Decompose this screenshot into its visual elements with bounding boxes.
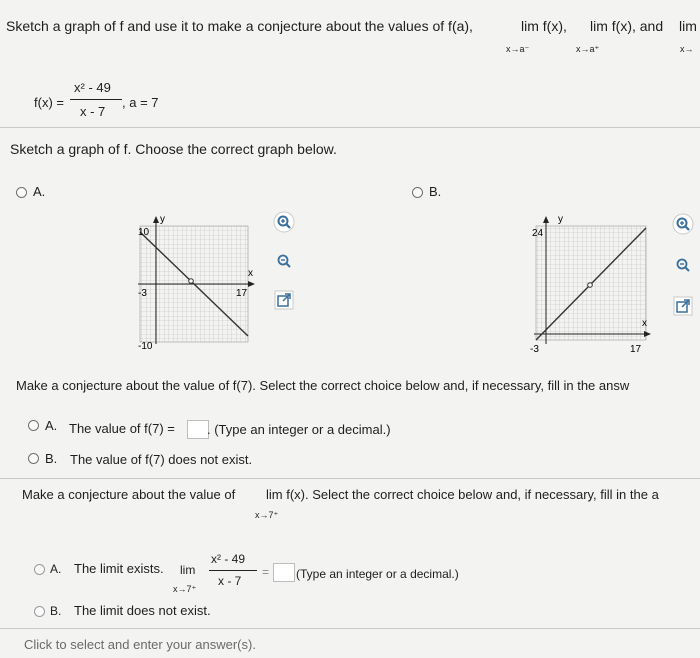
f7-option-a-text: The value of f(7) = (69, 421, 175, 436)
divider (0, 478, 700, 479)
function-numerator: x² - 49 (74, 80, 111, 95)
question-f7-prompt: Make a conjecture about the value of f(7). Select the correct choice below and, if necessary, fill in the answ (16, 378, 630, 393)
f7-option-a-letter: A. (45, 418, 58, 433)
limit-option-a-denominator: x - 7 (218, 574, 242, 588)
zoom-out-icon[interactable] (273, 250, 295, 272)
limit-option-b-letter: B. (50, 604, 62, 618)
graph-a-x-right: 17 (236, 288, 248, 299)
function-param: , a = 7 (122, 95, 159, 110)
graph-b-x-left: -3 (530, 344, 539, 355)
limit-option-a-numerator: x² - 49 (211, 552, 246, 566)
question-limit-prompt: Make a conjecture about the value of (22, 487, 236, 502)
limit-option-a-equals: = (262, 565, 270, 579)
graph-a-y-top: 10 (138, 227, 150, 238)
graph-b-x-label: x (642, 318, 647, 329)
limit-answer-input[interactable] (273, 563, 295, 582)
limit-option-a-lim-subscript: x→7⁺ (173, 584, 197, 594)
fraction-bar (70, 99, 122, 100)
limit-right: lim f(x), and (590, 18, 664, 34)
radio-limit-b[interactable] (34, 606, 45, 617)
zoom-in-icon[interactable] (672, 213, 694, 235)
radio-f7-b[interactable] (28, 453, 39, 464)
radio-limit-a[interactable] (34, 564, 45, 575)
graph-a-x-left: -3 (138, 288, 147, 299)
graph-a-x-label: x (248, 268, 253, 279)
radio-f7-a[interactable] (28, 420, 39, 431)
limit-option-a-text: The limit exists. (74, 561, 164, 576)
limit-option-b-text: The limit does not exist. (74, 603, 211, 618)
limit-infinity-subscript: x→ (680, 44, 694, 54)
limit-left: lim f(x), (521, 18, 567, 34)
graph-b-x-right: 17 (630, 344, 642, 355)
zoom-out-icon[interactable] (672, 254, 694, 276)
radio-graph-b[interactable] (412, 187, 423, 198)
graph-b (528, 210, 658, 360)
fraction-bar (209, 570, 257, 571)
open-in-new-window-icon[interactable] (273, 289, 295, 311)
graph-a-y-label: y (160, 214, 165, 225)
problem-statement: Sketch a graph of f and use it to make a conjecture about the values of f(a), (6, 18, 473, 34)
question-limit-expression: lim f(x). Select the correct choice below and, if necessary, fill in the a (266, 487, 659, 502)
footer-instruction: Click to select and enter your answer(s). (24, 637, 256, 652)
limit-option-a-letter: A. (50, 562, 62, 576)
question-limit-subscript: x→7⁺ (255, 510, 279, 520)
function-lhs: f(x) = (34, 95, 64, 110)
f7-option-b-text: The value of f(7) does not exist. (70, 452, 253, 467)
graph-a-hole (189, 279, 194, 284)
graph-b-hole (588, 283, 593, 288)
option-a-label: A. (33, 184, 46, 199)
limit-right-subscript: x→a⁺ (576, 44, 600, 54)
divider (0, 628, 700, 629)
option-b-label: B. (429, 184, 442, 199)
open-in-new-window-icon[interactable] (672, 295, 694, 317)
limit-left-subscript: x→a⁻ (506, 44, 530, 54)
question-graph-prompt: Sketch a graph of f. Choose the correct graph below. (10, 141, 337, 157)
radio-graph-a[interactable] (16, 187, 27, 198)
f7-option-a-hint: . (Type an integer or a decimal.) (207, 422, 391, 437)
graph-b-y-label: y (558, 214, 563, 225)
f7-answer-input[interactable] (187, 420, 209, 439)
limit-option-a-hint: (Type an integer or a decimal.) (296, 567, 459, 581)
limit-option-a-lim: lim (180, 563, 196, 577)
graph-a-y-bottom: -10 (138, 341, 153, 352)
function-denominator: x - 7 (80, 104, 106, 119)
divider (0, 127, 700, 128)
graph-a (128, 208, 263, 353)
f7-option-b-letter: B. (45, 451, 58, 466)
zoom-in-icon[interactable] (273, 211, 295, 233)
graph-b-y-top: 24 (532, 228, 544, 239)
limit-infinity: lim (679, 18, 697, 34)
